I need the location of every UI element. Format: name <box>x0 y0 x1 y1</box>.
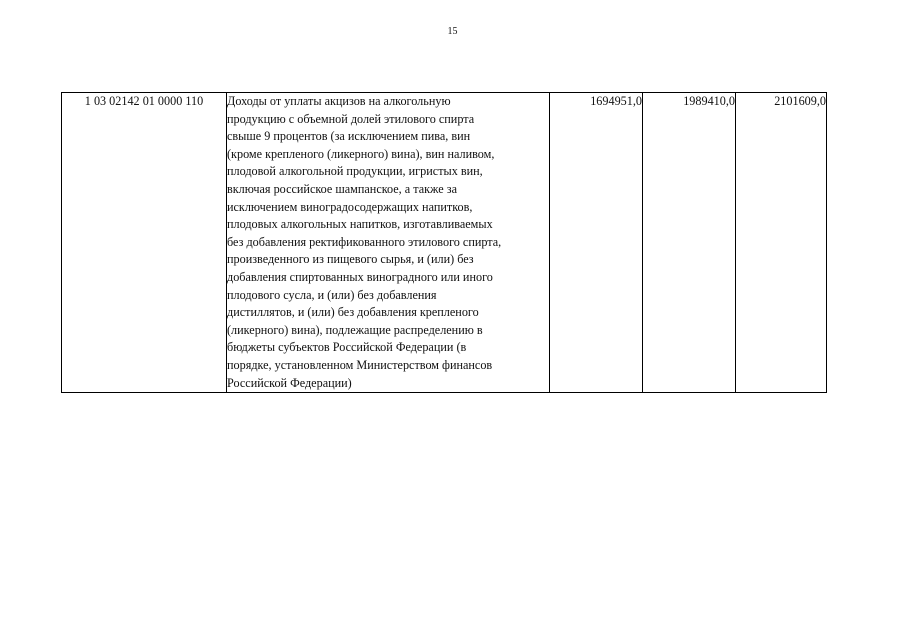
description-line: Российской Федерации) <box>227 375 352 390</box>
amount-cell-1: 1694951,0 <box>550 93 643 393</box>
description-line: плодовой алкогольной продукции, игристых вин, <box>227 164 483 179</box>
description-line: бюджеты субъектов Российской Федерации (в <box>227 340 467 355</box>
description-line: Доходы от уплаты акцизов на алкогольную <box>227 94 451 108</box>
description-line: свыше 9 процентов (за исключением пива, вин <box>227 129 471 144</box>
description-line: произведенного из пищевого сырья, и (или) без <box>227 252 474 267</box>
amount-cell-2: 1989410,0 <box>643 93 736 393</box>
description-line: (кроме крепленого (ликерного) вина), вин наливом, <box>227 146 495 161</box>
description-line: порядке, установленном Министерством финансов <box>227 357 493 372</box>
description-line: включая российское шампанское, а также за <box>227 181 457 196</box>
budget-revenue-table <box>61 92 827 393</box>
revenue-description <box>227 93 550 393</box>
description-line: дистиллятов, и (или) без добавления крепленого <box>227 305 479 320</box>
description-line: (ликерного) вина), подлежащие распределению в <box>227 322 483 337</box>
description-line: плодовых алкогольных напитков, изготавливаемых <box>227 217 493 232</box>
description-line: плодового сусла, и (или) без добавления <box>227 287 437 302</box>
description-line: продукцию с объемной долей этилового спирта <box>227 111 475 126</box>
amount-cell-3: 2101609,0 <box>736 93 827 393</box>
description-line: без добавления ректификованного этилового спирта, <box>227 234 502 249</box>
page-number: 15 <box>447 26 458 37</box>
table-row <box>62 93 827 393</box>
budget-classification-code: 1 03 02142 01 0000 110 <box>62 93 227 393</box>
description-line: исключением виноградосодержащих напитков, <box>227 199 473 214</box>
description-line: добавления спиртованных виноградного или иного <box>227 269 493 284</box>
